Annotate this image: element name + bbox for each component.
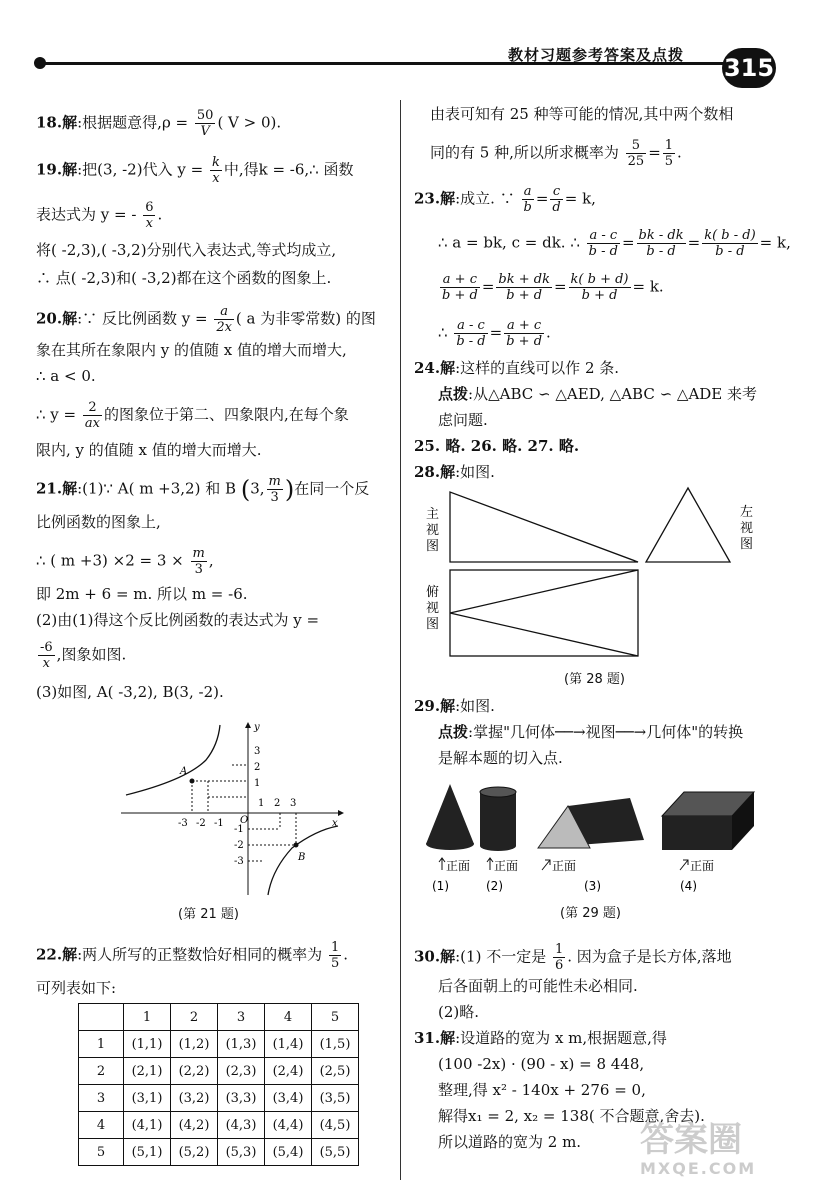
fraction: $\frac{m}{3}$ (192, 546, 205, 577)
table-cell: 4 (265, 1004, 312, 1031)
tick-x-1: 1 (258, 798, 265, 809)
tick-y-3: 3 (254, 746, 261, 757)
caption-q29: (第 29 题) (560, 906, 621, 921)
left-view-label-2: 视 (740, 521, 754, 536)
q29-line3: 是解本题的切入点. (438, 749, 563, 767)
q23-line1: 23.解:成立. ∵ $\frac{a}{b}$ = $\frac{c}{d}$ = k, (414, 184, 596, 215)
front-view-label-3: 图 (426, 539, 440, 554)
q19-line4: ∴ 点( -2,3)和( -3,2)都在这个函数的图象上. (36, 269, 332, 287)
front-arrow-2 (487, 858, 493, 870)
front-label-2: 正面 (494, 859, 519, 873)
tick-y-neg3: -3 (234, 856, 244, 867)
fraction: $\frac{k}{x}$ (211, 155, 220, 186)
right-column (414, 0, 794, 1200)
q23-line2: ∴ a = bk, c = dk. ∴ $\frac{a - c}{b - d}$ = $\frac{bk - dk}{b - d}$ = $\frac{k( b - d)}{b - d}$ = k, (438, 228, 791, 259)
table-cell: (2,2) (171, 1058, 218, 1085)
q19-line3: 将( -2,3),( -3,2)分别代入表达式,等式均成立, (36, 241, 337, 259)
q21-line7: (3)如图, A( -3,2), B(3, -2). (36, 683, 224, 701)
fraction: $\frac{a - c}{b - d}$ (588, 228, 618, 259)
table-cell: (5,3) (218, 1139, 265, 1166)
watermark-logo: 答案圈 (640, 1120, 742, 1160)
y-axis-label: y (254, 722, 260, 733)
table-cell: (3,1) (124, 1085, 171, 1112)
fraction: $\frac{c}{d}$ (552, 184, 561, 215)
q30-line3: (2)略. (438, 1003, 480, 1021)
fraction: $\frac{a + c}{b + d}$ (442, 272, 478, 303)
fraction: $\frac{a}{2x}$ (216, 304, 232, 335)
front-arrow-4 (680, 860, 688, 870)
page-number: 315 (722, 48, 776, 88)
q24-line3: 虑问题. (438, 411, 488, 429)
q31-line2: (100 -2x) · (90 - x) = 8 448, (438, 1055, 645, 1073)
top-view-rect (450, 570, 638, 656)
solid-label-4: (4) (680, 879, 697, 893)
q20-line3: ∴ a < 0. (36, 367, 96, 385)
q22-line1: 22.解:两人所写的正整数恰好相同的概率为 $\frac{1}{5}$ . (36, 940, 349, 971)
front-view-triangle (450, 492, 638, 562)
table-cell: (3,3) (218, 1085, 265, 1112)
column-divider (400, 100, 401, 1180)
table-cell: (3,5) (312, 1085, 359, 1112)
table-cell: (4,4) (265, 1112, 312, 1139)
origin-label: O (240, 815, 249, 826)
q23-line3: $\frac{a + c}{b + d}$ = $\frac{bk + dk}{b + d}$ = $\frac{k( b + d)}{b + d}$ = k. (442, 272, 664, 303)
table-cell: (5,4) (265, 1139, 312, 1166)
q21-line1: 21.解:(1)∵ A( m +3,2) 和 B (3, $\frac{m}{3}$ )在同一个反 (36, 474, 370, 505)
guide-lines-b (248, 813, 296, 861)
header-title: 教材习题参考答案及点拨 (508, 46, 685, 64)
tick-x-neg1: -1 (214, 818, 224, 829)
q20-line1: 20.解:∵ 反比例函数 y = $\frac{a}{2x}$ ( a 为非零常数) 的图 (36, 304, 376, 335)
q24-line2: 点拨:从△ABC ∽ △AED, △ABC ∽ △ADE 来考 (438, 385, 758, 403)
table-cell: 5 (79, 1139, 124, 1166)
solid-label-1: (1) (432, 879, 449, 893)
q28-views (414, 484, 794, 684)
front-view-label-1: 主 (426, 507, 440, 522)
cone-solid (426, 784, 474, 844)
table-cell (79, 1004, 124, 1031)
tick-y-1: 1 (254, 778, 261, 789)
top-view-label-3: 图 (426, 617, 440, 632)
table-cell: (2,1) (124, 1058, 171, 1085)
x-axis-label: x (332, 818, 338, 829)
table-cell: 1 (124, 1004, 171, 1031)
table-row (79, 1112, 359, 1139)
table-cell: 1 (79, 1031, 124, 1058)
top-view-label-1: 俯 (426, 585, 440, 600)
fraction: $\frac{50}{V}$ (196, 108, 214, 139)
table-cell: (3,2) (171, 1085, 218, 1112)
watermark (640, 1120, 780, 1180)
fraction: $\frac{6}{x}$ (145, 200, 154, 231)
q30-line2: 后各面朝上的可能性未必相同. (438, 977, 638, 995)
caption-q21: (第 21 题) (178, 907, 239, 922)
q21-line5: (2)由(1)得这个反比例函数的表达式为 y = (36, 611, 320, 629)
tick-x-neg3: -3 (178, 818, 188, 829)
q20-line2: 象在其所在象限内 y 的值随 x 值的增大而增大, (36, 341, 347, 359)
table-cell: 2 (79, 1058, 124, 1085)
table-cell: 3 (218, 1004, 265, 1031)
q22-continued-line2: 同的有 5 种,所以所求概率为 $\frac{5}{25}$ = $\frac{1}{5}$ . (430, 138, 682, 169)
fraction: $\frac{a}{b}$ (523, 184, 532, 215)
q19-line1: 19.解:把(3, -2)代入 y = $\frac{k}{x}$ 中,得k = -6,∴ 函数 (36, 155, 354, 186)
table-cell: (4,5) (312, 1112, 359, 1139)
solid-label-2: (2) (486, 879, 503, 893)
left-view-triangle (646, 488, 730, 562)
q18: 18.解:根据题意得,ρ = $\frac{50}{V}$ ( V > 0). (36, 108, 282, 139)
table-cell: (4,3) (218, 1112, 265, 1139)
left-view-label-1: 左 (740, 505, 754, 520)
point-a-label: A (180, 766, 188, 777)
cylinder-top (480, 787, 516, 797)
table-row (79, 1058, 359, 1085)
q24-line1: 24.解:这样的直线可以作 2 条. (414, 359, 620, 377)
watermark-url: MXQE.COM (640, 1159, 757, 1178)
q31-line5: 所以道路的宽为 2 m. (438, 1133, 582, 1151)
q21-line6: $\frac{-6}{x}$ ,图象如图. (40, 640, 127, 671)
front-label-4: 正面 (690, 859, 715, 873)
fraction: $\frac{1}{5}$ (664, 138, 674, 169)
box-front (662, 816, 732, 850)
fraction: $\frac{a - c}{b - d}$ (456, 318, 486, 349)
table-cell: 2 (171, 1004, 218, 1031)
table-cell: (2,3) (218, 1058, 265, 1085)
front-arrow-3 (542, 860, 550, 870)
q29-solids (414, 778, 794, 898)
q21-graph (116, 720, 346, 900)
fraction: $\frac{k( b - d)}{b - d}$ (704, 228, 756, 259)
caption-q28: (第 28 题) (564, 672, 625, 687)
fraction: $\frac{m}{3}$ (268, 474, 281, 505)
fraction: $\frac{a + c}{b + d}$ (506, 318, 543, 349)
x-axis-arrow (338, 810, 344, 816)
table-cell: (1,2) (171, 1031, 218, 1058)
q31-line1: 31.解:设道路的宽为 x m,根据题意,得 (414, 1029, 667, 1047)
q23-line4: ∴ $\frac{a - c}{b - d}$ = $\frac{a + c}{b + d}$ . (438, 318, 551, 349)
table-cell: (4,1) (124, 1112, 171, 1139)
fraction: $\frac{bk - dk}{b - d}$ (638, 228, 684, 259)
point-a (190, 779, 195, 784)
table-header-row (79, 1004, 359, 1031)
table-cell: (5,1) (124, 1139, 171, 1166)
front-label-3: 正面 (552, 859, 577, 873)
fraction: $\frac{5}{25}$ (627, 138, 645, 169)
q21-line2: 比例函数的图象上, (36, 513, 161, 531)
tick-y-neg2: -2 (234, 840, 244, 851)
front-label-1: 正面 (446, 859, 471, 873)
table-cell: (2,4) (265, 1058, 312, 1085)
q31-line4: 解得x₁ = 2, x₂ = 138( 不合题意,舍去). (438, 1107, 705, 1125)
front-view-label-2: 视 (426, 523, 440, 538)
q21-line4: 即 2m + 6 = m. 所以 m = -6. (36, 585, 248, 603)
table-cell: (1,5) (312, 1031, 359, 1058)
q30-line1: 30.解:(1) 不一定是 $\frac{1}{6}$ . 因为盒子是长方体,落地 (414, 942, 732, 973)
tick-y-neg1: -1 (234, 824, 244, 835)
y-axis-arrow (245, 722, 251, 728)
q20-line4: ∴ y = $\frac{2}{ax}$ 的图象位于第二、四象限内,在每个象 (36, 400, 349, 431)
table-cell: (3,4) (265, 1085, 312, 1112)
cylinder-body (480, 792, 516, 846)
outcome-table (78, 1003, 359, 1166)
q20-line5: 限内, y 的值随 x 值的增大而增大. (36, 441, 262, 459)
table-cell: (1,4) (265, 1031, 312, 1058)
q29-line2: 点拨:掌握"几何体──→视图──→几何体"的转换 (438, 723, 744, 741)
cone-base (426, 838, 474, 850)
q21-line3: ∴ ( m +3) ×2 = 3 × $\frac{m}{3}$ , (36, 546, 214, 577)
fraction: $\frac{-6}{x}$ (40, 640, 53, 671)
table-row (79, 1031, 359, 1058)
fraction: $\frac{1}{6}$ (554, 942, 564, 973)
table-row (79, 1139, 359, 1166)
table-cell: (5,5) (312, 1139, 359, 1166)
q29-line1: 29.解:如图. (414, 697, 495, 715)
top-view-label-2: 视 (426, 601, 440, 616)
table-cell: (1,1) (124, 1031, 171, 1058)
point-b-label: B (298, 852, 306, 863)
q28-line1: 28.解:如图. (414, 463, 495, 481)
table-cell: 5 (312, 1004, 359, 1031)
front-arrow-1 (439, 858, 445, 870)
top-view-lines (450, 570, 638, 656)
q25-27: 25. 略. 26. 略. 27. 略. (414, 437, 580, 455)
tick-x-3: 3 (290, 798, 297, 809)
table-cell: 3 (79, 1085, 124, 1112)
table-cell: (1,3) (218, 1031, 265, 1058)
fraction: $\frac{k( b + d)}{b + d}$ (570, 272, 629, 303)
table-cell: 4 (79, 1112, 124, 1139)
left-view-label-3: 图 (740, 537, 754, 552)
solid-label-3: (3) (584, 879, 601, 893)
tick-x-neg2: -2 (196, 818, 206, 829)
tick-y-2: 2 (254, 762, 261, 773)
curve-branch-2 (126, 725, 220, 795)
q31-line3: 整理,得 x² - 140x + 276 = 0, (438, 1081, 646, 1099)
tick-x-2: 2 (274, 798, 281, 809)
q22-continued-line1: 由表可知有 25 种等可能的情况,其中两个数相 (430, 105, 734, 123)
q22-line2: 可列表如下: (36, 979, 117, 997)
table-row (79, 1085, 359, 1112)
table-cell: (2,5) (312, 1058, 359, 1085)
table-cell: (5,2) (171, 1139, 218, 1166)
fraction: $\frac{2}{ax}$ (84, 400, 100, 431)
guide-lines-a (192, 765, 248, 813)
fraction: $\frac{1}{5}$ (330, 940, 340, 971)
q19-line2: 表达式为 y = - $\frac{6}{x}$ . (36, 200, 163, 231)
fraction: $\frac{bk + dk}{b + d}$ (498, 272, 550, 303)
cylinder-base (480, 841, 516, 851)
table-cell: (4,2) (171, 1112, 218, 1139)
point-b (294, 843, 299, 848)
